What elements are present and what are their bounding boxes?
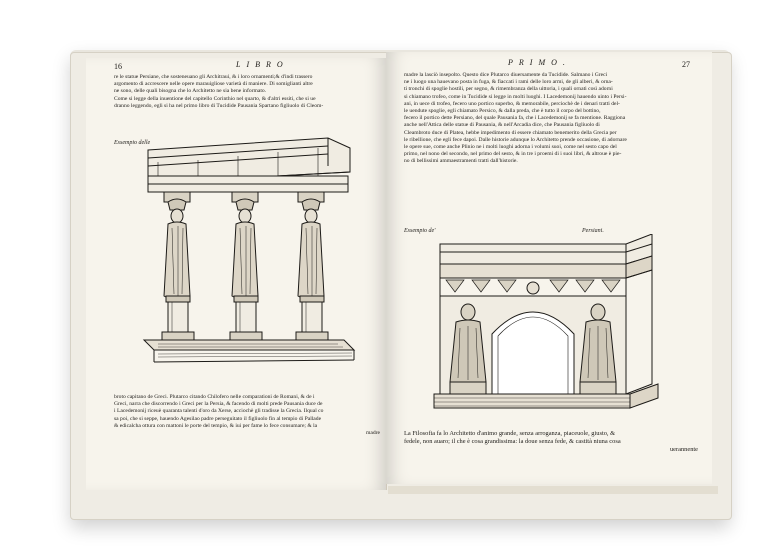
text-line: Cleambroto duce di Platea, hebbe impedimento di essere chiamato benemerito della Grecia per — [404, 129, 617, 136]
text-line: re le statue Persiane, che sosteneuano gli Architraui, & i loro ornamenti;& d'indi trassero — [114, 74, 313, 80]
text-line: ani, in uece di trofeo, fecero uno portico superbo, & memorabile, perciochè de i denari tratti del- — [404, 100, 620, 107]
right-page-number: 27 — [682, 60, 690, 69]
text-line: i Lacedemonij riceuè quaranta talenti d'oro da Xerse, acciochè gli tradisse la Grecia. Ilqual co — [114, 408, 324, 415]
right-page — [386, 52, 712, 484]
text-line: Come si legge della inuentione del capitello Corinthio nel quarto, & d'altri essiti, che si ue — [114, 95, 316, 102]
text-line: ne i luogo una hauevano posta in fuga, & fiaccati i rami delle loro armi, de gli alberi, & orna- — [404, 79, 613, 86]
text-line: primo, nel nono del secondo, nel primo del sesto, & in tre i proemi di i suoi libri, & altroue è pie- — [404, 151, 622, 158]
text-line: La Filosofia fa lo Architetto d'animo grande, senza arroganza, piaceuole, giusto, & — [404, 430, 616, 437]
text-line: madre — [366, 430, 380, 437]
text-line: anche nell'Attica delle statue di Pausania, & nell'Arcadia dice, che Pausania figliuolo di — [404, 122, 600, 129]
left-page — [86, 58, 387, 490]
caption-left: Essempio delle — [114, 140, 151, 146]
caption-right: Persiani. — [582, 228, 604, 234]
text-line: ne sono, delle quali bisogna che lo Architetto ne sia bene informato. — [114, 88, 267, 95]
text-line: fedele, non auaro; il che è cosa grandissima: la doue senza fede, & castità niuna cosa — [404, 438, 621, 446]
left-running-head: LIBRO — [236, 60, 289, 69]
text-line: fecero il portico dette Persiano, del quale Pausania fa, che i Lacedemonij se fa mentione. Raggiona — [404, 115, 626, 122]
right-page-edges — [388, 486, 718, 494]
text-line: argomento di accrescere nelle opere marauigliose varietà di maniere. Di somiglianti altre — [114, 81, 313, 88]
text-line: le uendute spoglie, egli chiamato Persico, & dalla preda, che è tutto il corpo del bottino, — [404, 108, 601, 115]
caryatid-woodcut-illustration — [138, 136, 360, 388]
text-line: dranno leggendo, egli si ha nel primo libro di Tucidide Pausania Spartano figliuolo di Cleom- — [114, 102, 324, 109]
text-line: le opere sue, come anche Plinio ne i molti luoghi adorna i volumi suoi, come nel sesto capo del — [404, 144, 617, 151]
text-line: uerannente — [669, 446, 698, 454]
text-line: sa poi, che si seppe, hauendo Agesilao padre perseguitato il figliuolo fin al tempio di Pallade — [114, 415, 322, 422]
text-line: & edicalcha ottura con mattoni le porte del tempio, & iui per fame lo fece consumare; & la — [114, 422, 318, 429]
text-line: Greci, narra che discorrendo i Greci per la Persia, & facendo di molti prede Pausania duce de — [114, 401, 323, 408]
persian-portico-woodcut-illustration — [426, 234, 666, 424]
text-line: le ribellione, che egli fece dapoi. Dalle historie adunque lo Architetto prende occasione, di adornare — [404, 136, 627, 143]
right-top-text — [404, 72, 704, 166]
text-line: no di bellissimi ammaestramenti tratti dall'historie. — [404, 158, 518, 165]
text-line: broto capitano de Greci. Plutarco citando Chilofero nelle comparationi de Romani, & de i — [114, 394, 315, 400]
text-line: madre la lasciò insepolto. Questo dice Plutarco diuersamente da Tucidide. Salmano i Greci — [404, 72, 608, 78]
left-bottom-text — [114, 394, 384, 437]
left-top-text — [114, 74, 384, 110]
left-page-number: 16 — [114, 62, 122, 71]
right-running-head: PRIMO. — [508, 58, 571, 67]
text-line: ti tronchi di spoglie hostili, per segno, & rimembranza della uittoria, i quali ornati così adorni — [404, 86, 613, 93]
right-bottom-text — [404, 430, 704, 455]
caption-left: Essempio de' — [404, 228, 436, 234]
text-line: si chiamano trofeo, come in Tucidide si legge in molti luoghi. I Lacedemonij hauendo uinto i Persi- — [404, 93, 627, 100]
